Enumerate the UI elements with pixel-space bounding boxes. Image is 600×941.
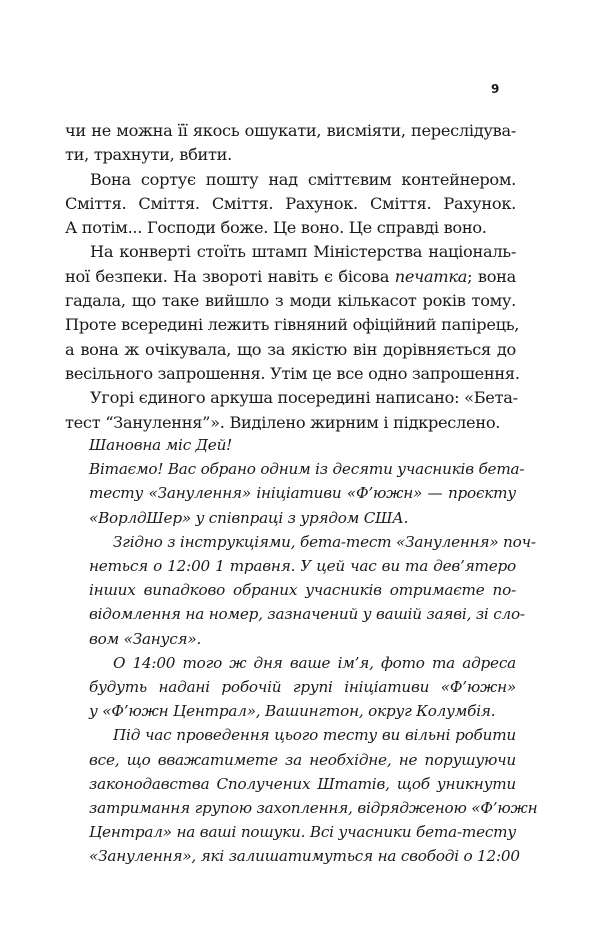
letter-line: відомлення на номер, зазначений у вашій заяві, зі сло- bbox=[89, 605, 525, 624]
text-line: Вона сортує пошту над сміттєвим контейнером. bbox=[90, 169, 516, 189]
letter-line: все, що вважатимете за необхідне, не порушуючи bbox=[89, 750, 516, 769]
letter-line: Вітаємо! Вас обрано одним із десяти учасників бета- bbox=[89, 460, 525, 479]
text-line-part: ної безпеки. На звороті навіть є бісова bbox=[65, 266, 390, 286]
text-line: гадала, що таке вийшло з моди кількасот років тому. bbox=[65, 291, 516, 311]
letter-line: у «Ф’южн Централ», Вашингтон, округ Колумбія. bbox=[89, 702, 496, 721]
text-line-with-emphasis bbox=[65, 265, 516, 289]
letter-line: Під час проведення цього тесту ви вільні робити bbox=[113, 726, 516, 745]
text-line: весільного запрошення. Утім це все одно запрошення. bbox=[65, 363, 520, 383]
text-line: чи не можна її якось ошукати, висміяти, переслідува- bbox=[65, 121, 516, 140]
letter-line: «Занулення», які залишатимуться на свободі о 12:00 bbox=[89, 847, 520, 866]
text-line: а вона ж очікувала, що за якістю він дорівняється до bbox=[65, 339, 516, 359]
letter-line: вом «Зануся». bbox=[89, 629, 202, 648]
letter-line: тесту «Занулення» ініціативи «Ф’южн» — проєкту bbox=[89, 484, 516, 503]
text-line: Угорі єдиного аркуша посередині написано: «Бета- bbox=[90, 388, 518, 408]
letter-line: затримання групою захоплення, відрядженою «Ф’южн bbox=[89, 799, 538, 818]
letter-line: законодавства Сполучених Штатів, щоб уникнути bbox=[89, 774, 516, 793]
letter-line: О 14:00 того ж дня ваше ім’я, фото та адреса bbox=[113, 653, 516, 672]
text-line: Сміття. Сміття. Сміття. Рахунок. Сміття. Рахунок. bbox=[65, 193, 516, 213]
letter-line: Згідно з інструкціями, бета-тест «Занулення» поч- bbox=[113, 532, 536, 551]
text-line: Проте всередині лежить гівняний офіційний папірець, bbox=[65, 315, 520, 335]
letter-text bbox=[89, 433, 538, 869]
text-line: На конверті стоїть штамп Міністерства національ- bbox=[90, 242, 516, 262]
text-line-part: ; вона bbox=[467, 266, 516, 286]
letter-line: «ВорлдШер» у співпраці з урядом США. bbox=[89, 508, 409, 527]
letter-line: інших випадково обраних учасників отримаєте по- bbox=[89, 581, 516, 600]
text-line: ти, трахнути, вбити. bbox=[65, 145, 233, 165]
letter-line: Централ» на ваші пошуки. Всі учасники бета-тесту bbox=[89, 823, 516, 842]
emphasized-word: печатка bbox=[394, 266, 468, 286]
letter-greeting: Шановна міс Дей! bbox=[89, 436, 233, 454]
letter-line: будуть надані робочій групі ініціативи «Ф’южн» bbox=[89, 678, 516, 697]
page-number: 9 bbox=[491, 82, 500, 96]
text-line: А потім... Господи боже. Це воно. Це справді воно. bbox=[65, 218, 487, 238]
body-text bbox=[65, 119, 520, 435]
text-line: тест “Занулення”». Виділено жирним і підкреслено. bbox=[65, 412, 501, 432]
letter-line: неться о 12:00 1 травня. У цей час ви та дев’ятеро bbox=[89, 557, 516, 576]
